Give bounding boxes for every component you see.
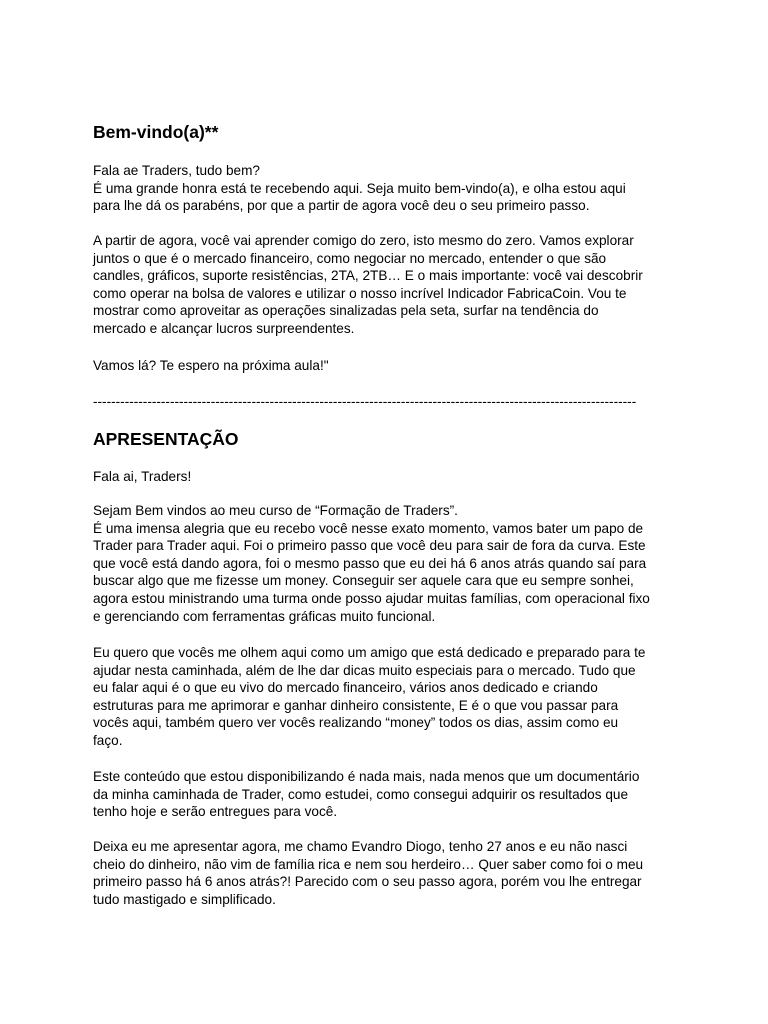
text-line: A partir de agora, você vai aprender comigo do zero, isto mesmo do zero. Vamos explorar [93, 233, 634, 248]
presentation-heading: APRESENTAÇÃO [93, 429, 239, 449]
text-line: cheio do dinheiro, não vim de família rica e nem sou herdeiro… Quer saber como foi o meu [93, 856, 644, 872]
text-line: ajudar nesta caminhada, além de lhe dar dicas muito especiais para o mercado. Tudo que [93, 662, 636, 678]
text-line: da minha caminhada de Trader, como estudei, como consegui adquirir os resultados que [93, 786, 629, 802]
text-line: Fala ae Traders, tudo bem? [93, 163, 260, 178]
text-line: como operar na bolsa de valores e utilizar o nosso incrível Indicador FabricaCoin. Vou te [93, 285, 627, 301]
presentation-paragraph-5 [93, 838, 643, 908]
section-divider: ------------------------------------------------------------------------------------------------------------------------ [93, 394, 637, 409]
presentation-paragraph-2 [93, 502, 650, 625]
text-line: Este conteúdo que estou disponibilizando é nada mais, nada menos que um documentário [93, 769, 640, 784]
welcome-heading: Bem-vindo(a)** [93, 122, 219, 142]
text-line: juntos o que é o mercado financeiro, como negociar no mercado, entender o que são [93, 250, 607, 266]
text-line: para lhe dá os parabéns, por que a partir de agora você deu o seu primeiro passo. [93, 198, 590, 214]
text-line: mercado e alcançar lucros surpreendentes. [93, 320, 355, 336]
text-line: faço. [93, 732, 123, 748]
text-line: Trader para Trader aqui. Foi o primeiro passo que você deu para sair de fora da curva. Este [93, 538, 646, 554]
text-line: Deixa eu me apresentar agora, me chamo Evandro Diogo, tenho 27 anos e eu não nasci [93, 839, 628, 854]
text-line: Vamos lá? Te espero na próxima aula!" [93, 358, 329, 373]
presentation-paragraph-1 [93, 468, 191, 486]
text-line: Eu quero que vocês me olhem aqui como um amigo que está dedicado e preparado para te [93, 645, 646, 660]
welcome-paragraph-2 [93, 232, 643, 338]
text-line: que você está dando agora, foi o mesmo passo que eu dei há 6 anos atrás quando saí para [93, 555, 647, 571]
presentation-paragraph-4 [93, 768, 639, 821]
text-line: Sejam Bem vindos ao meu curso de “Formação de Traders”. [93, 503, 458, 518]
text-line: primeiro passo há 6 anos atrás?! Parecido com o seu passo agora, porém vou lhe entregar [93, 874, 642, 890]
text-line: É uma grande honra está te recebendo aqui. Seja muito bem-vindo(a), e olha estou aqui [93, 180, 626, 196]
text-line: buscar algo que me fizesse um money. Conseguir ser aquele cara que eu sempre sonhei, [93, 573, 634, 589]
text-line: vocês aqui, também quero ver vocês realizando “money” todos os dias, assim como eu [93, 715, 619, 731]
welcome-paragraph-3 [93, 357, 329, 375]
text-line: eu falar aqui é o que eu vivo do mercado financeiro, vários anos dedicado e criando [93, 680, 598, 696]
welcome-paragraph-1 [93, 162, 626, 215]
text-line: tenho hoje e serão entregues para você. [93, 804, 338, 820]
text-line: Fala ai, Traders! [93, 469, 192, 484]
text-line: É uma imensa alegria que eu recebo você nesse exato momento, vamos bater um papo de [93, 520, 644, 536]
text-line: mostrar como aproveitar as operações sinalizadas pela seta, surfar na tendência do [93, 303, 599, 319]
text-line: e gerenciando com ferramentas gráficas muito funcional. [93, 608, 436, 624]
text-line: tudo mastigado e simplificado. [93, 891, 276, 907]
presentation-paragraph-3 [93, 644, 645, 750]
text-line: agora estou ministrando uma turma onde posso ajudar muitas famílias, com operacional fixo [93, 590, 650, 606]
text-line: estruturas para me aprimorar e ganhar dinheiro consistente, E é o que vou passar para [93, 697, 619, 713]
text-line: candles, gráficos, suporte resistências, 2TA, 2TB… E o mais importante: você vai descobrir [93, 268, 643, 284]
